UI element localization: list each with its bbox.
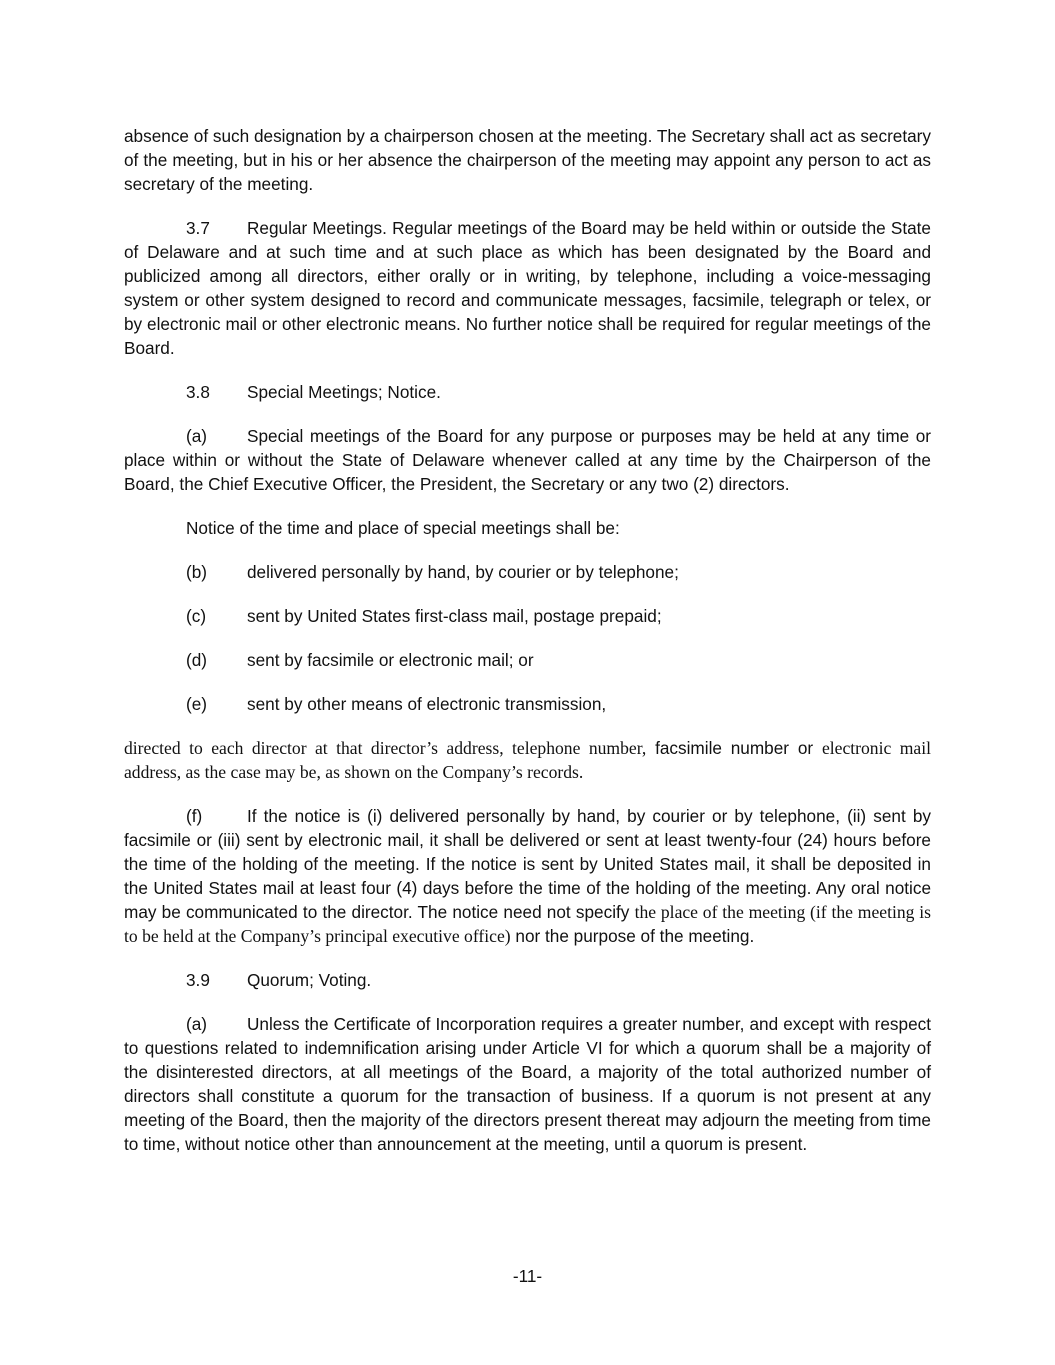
section-number: 3.8 [186,382,210,402]
clause-label: (a) [186,1014,208,1034]
clause-text: sent by other means of electronic transmission, [247,694,607,714]
clause-label: (a) [186,426,208,446]
clause-text-3: nor the purpose of the meeting. [515,926,755,946]
clause-label: (c) [186,606,207,626]
directed-paragraph [124,736,931,784]
list-item [186,648,931,672]
list-item [186,604,931,628]
section-3-8-a [124,424,931,496]
clause-text-2: the place of the meeting (if the meeting is to be held at the Company’s principal executive office) [124,902,931,946]
list-item [186,560,931,584]
clause-label: (f) [186,806,203,826]
clause-label: (e) [186,694,208,714]
section-number: 3.9 [186,970,210,990]
section-3-7-text: Regular Meetings. Regular meetings of the Board may be held within or outside the State of Delaware and at such time and at such place as which has been designated by the Board and publicized among all directors, either orally or in writing, by telephone, including a voice-messaging system or other system designed to record and communicate messages, facsimile, telegraph or telex, or by electronic mail or other electronic means. No further notice shall be required for regular meetings of the Board. [124,218,931,358]
clause-text: Unless the Certificate of Incorporation requires a greater number, and except with respect to questions related to indemnification arising under Article VI for which a quorum shall be a majority of the disinterested directors, at all meetings of the Board, a majority of the total authorized number of directors shall constitute a quorum for the transaction of business. If a quorum is not present at any meeting of the Board, then the majority of the directors present thereat may adjourn the meeting from time to time, without notice other than announcement at the meeting, until a quorum is present. [124,1014,931,1154]
clause-text: sent by United States first-class mail, postage prepaid; [247,606,662,626]
notice-intro: Notice of the time and place of special meetings shall be: [186,518,620,538]
clause-text: Special meetings of the Board for any purpose or purposes may be held at any time or place within or without the State of Delaware whenever called at any time by the Chairperson of the Board, the Chief Executive Officer, the President, the Secretary or any two (2) directors. [124,426,931,494]
section-3-9-a [124,1012,931,1156]
list-item [186,692,931,716]
page-number: -11- [512,1266,543,1286]
clause-label: (d) [186,650,208,670]
directed-text-1: directed to each director at that director’s address, telephone number, [124,738,647,758]
section-3-8-f [124,804,931,948]
section-number: 3.7 [186,218,210,238]
section-3-9-heading [124,968,931,992]
clause-text-1: If the notice is (i) delivered personally by hand, by courier or by telephone, (ii) sent by facsimile or (iii) sent by electronic mail, it shall be delivered or sent at least twenty-four (24) hours before the time of the holding of the meeting. If the notice is sent by United States mail, it shall be deposited in the United States mail at least four (4) days before the time of the holding of the meeting. Any oral notice may be communicated to the director. The notice need not specify [124,806,931,922]
section-heading: Quorum; Voting. [247,970,372,990]
directed-text-2: facsimile number or [655,738,814,758]
section-3-7 [124,216,931,360]
clause-label: (b) [186,562,208,582]
document-page [124,124,931,1176]
section-heading: Special Meetings; Notice. [247,382,441,402]
continued-paragraph: absence of such designation by a chairperson chosen at the meeting. The Secretary shall act as secretary of the meeting, but in his or her absence the chairperson of the meeting may appoint any person to act as secretary of the meeting. [124,126,931,194]
section-3-8-heading [124,380,931,404]
clause-text: sent by facsimile or electronic mail; or [247,650,534,670]
directed-text-3: electronic mail address, as the case may be, as shown on the Company’s records. [124,738,931,782]
clause-text: delivered personally by hand, by courier or by telephone; [247,562,679,582]
